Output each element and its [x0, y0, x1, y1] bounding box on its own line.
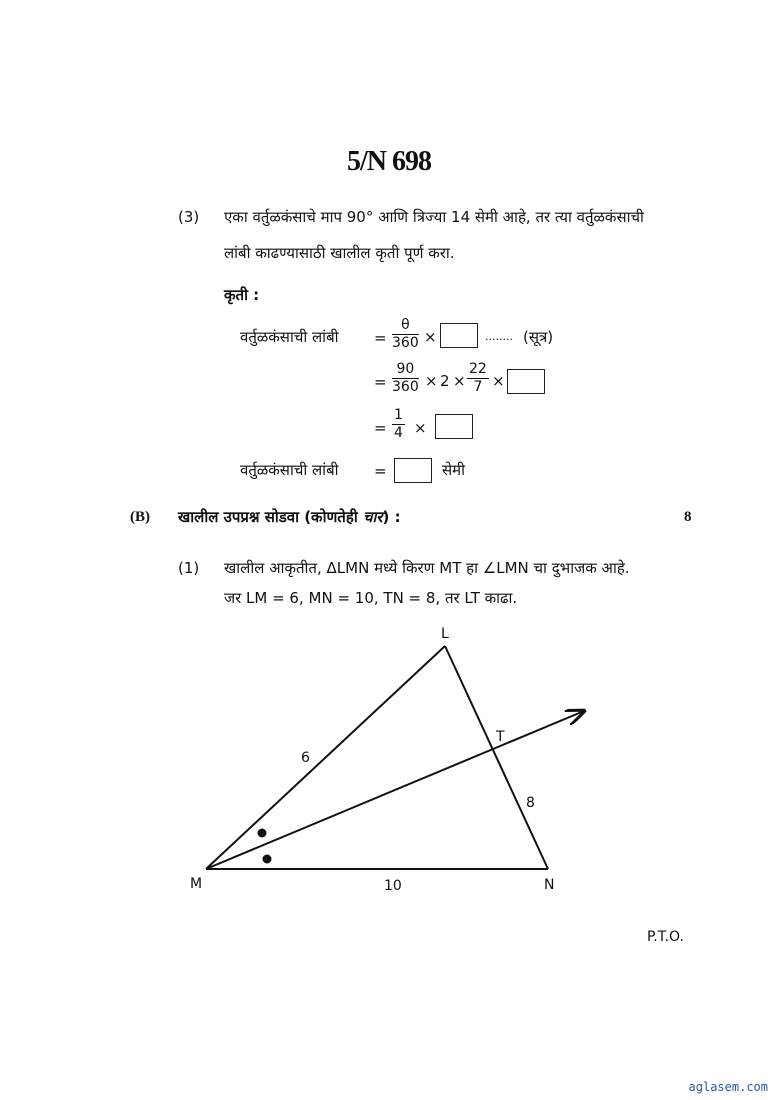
times-sign: ×	[453, 372, 466, 390]
footer-watermark[interactable]: aglasem.com	[688, 1080, 768, 1094]
fraction-denominator: 7	[473, 379, 483, 395]
side-ln	[445, 646, 548, 869]
fraction-denominator: 4	[394, 425, 403, 441]
q3-line2: लांबी काढण्यासाठी खालील कृती पूर्ण करा.	[224, 244, 455, 262]
fraction-numerator: 90	[392, 361, 419, 379]
fraction-numerator: θ	[392, 317, 419, 335]
equals-sign: =	[374, 462, 387, 480]
equals-sign: =	[374, 329, 387, 347]
paper-code: 5/N 698	[347, 146, 431, 177]
angle-mark-dot	[263, 855, 272, 864]
angle-mark-dot	[258, 829, 267, 838]
section-b-heading-text: खालील उपप्रश्न सोडवा (कोणतेही	[178, 508, 358, 526]
section-b-label: (B)	[130, 509, 150, 525]
times-sign: ×	[425, 372, 438, 390]
unit-label: सेमी	[442, 461, 465, 479]
section-b-marks: 8	[684, 509, 692, 525]
fraction-denominator: 360	[392, 379, 419, 395]
q1-number: (1)	[178, 559, 200, 577]
side-label-mn: 10	[384, 878, 402, 894]
section-b-heading-end: ) :	[382, 508, 401, 526]
q3-number: (3)	[178, 208, 200, 226]
kruti-label: कृती :	[224, 286, 260, 304]
vertex-label-n: N	[544, 877, 555, 893]
side-label-tn: 8	[526, 795, 535, 811]
vertex-label-l: L	[441, 626, 449, 642]
factor-two: 2	[440, 372, 450, 390]
times-sign: ×	[414, 419, 427, 437]
point-label-t: T	[496, 729, 505, 745]
fraction-numerator: 22	[469, 361, 487, 377]
final-arc-length-label: वर्तुळकंसाची लांबी	[240, 461, 339, 479]
q1-line2: जर LM = 6, MN = 10, TN = 8, तर LT काढा.	[224, 589, 518, 607]
fraction-numerator: 1	[394, 407, 403, 423]
section-b-heading-count: चार	[362, 508, 383, 526]
fraction-denominator: 360	[392, 335, 419, 351]
pto-label: P.T.O.	[647, 929, 684, 945]
vertex-label-m: M	[190, 876, 203, 892]
equals-sign: =	[374, 419, 387, 437]
formula-label: (सूत्र)	[523, 328, 554, 346]
equals-sign: =	[374, 373, 387, 391]
side-label-lm: 6	[301, 750, 310, 766]
q1-line1: खालील आकृतीत, ΔLMN मध्ये किरण MT हा ∠LMN चा दुभाजक आहे.	[224, 559, 630, 577]
side-lm	[206, 646, 445, 869]
formula-dots: ........	[485, 330, 513, 343]
times-sign: ×	[492, 372, 505, 390]
ray-mt	[206, 711, 584, 869]
times-sign: ×	[424, 328, 437, 346]
q3-line1: एका वर्तुळकंसाचे माप 90° आणि त्रिज्या 14 सेमी आहे, तर त्या वर्तुळकंसाची	[224, 208, 644, 226]
arc-length-label: वर्तुळकंसाची लांबी	[240, 328, 339, 346]
